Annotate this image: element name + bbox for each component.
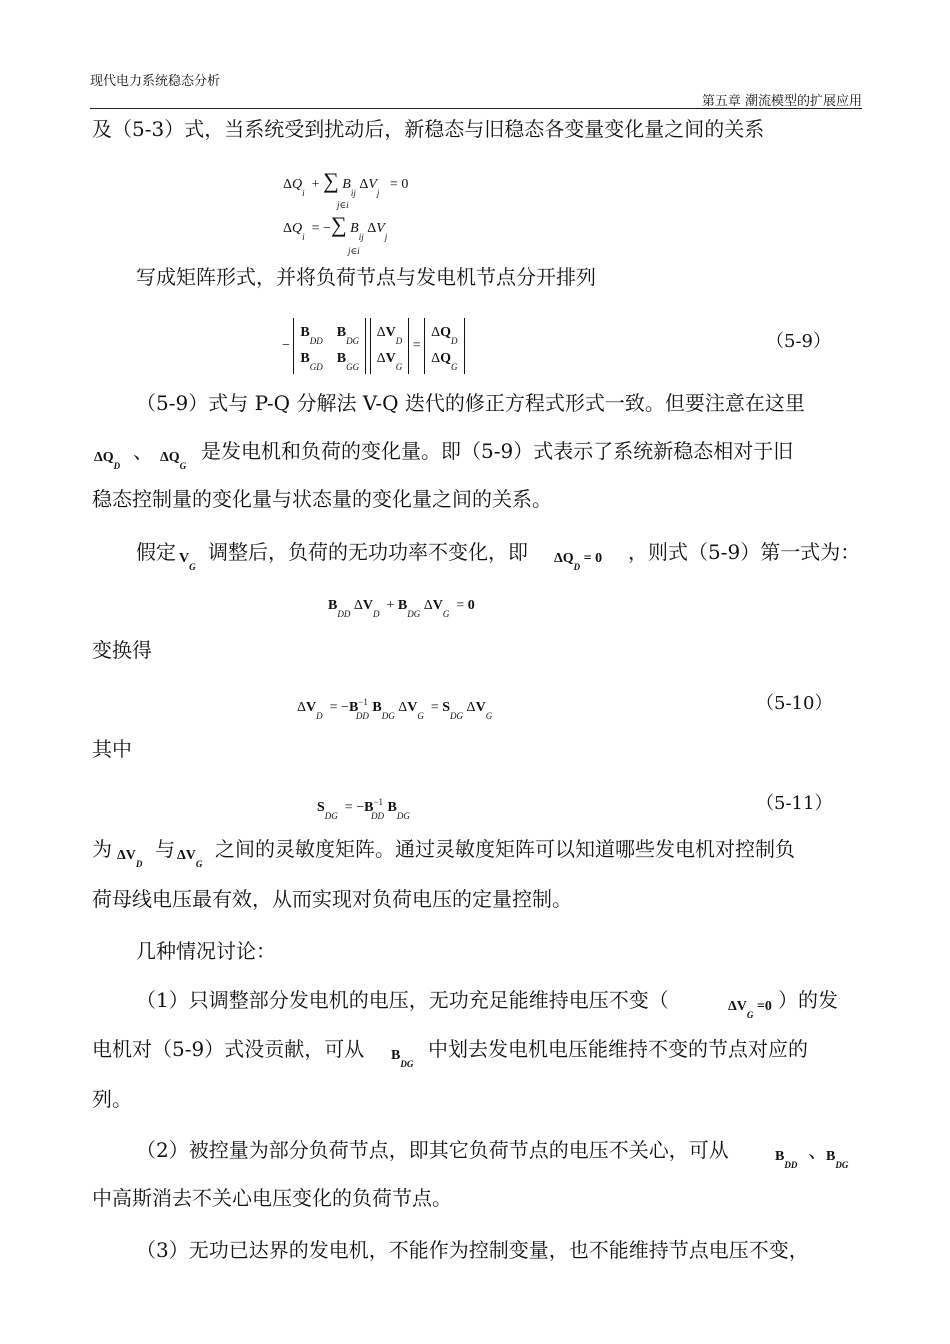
paragraph-line: 及（5-3）式，当系统受到扰动后，新稳态与旧稳态各变量变化量之间的关系 [92,117,765,141]
paragraph-line: 中高斯消去不关心电压变化的负荷节点。 [92,1186,452,1210]
sum-index: j∈i [348,246,360,256]
paragraph-text: 为 [92,837,112,861]
equation-number: （5-10） [756,693,833,714]
paragraph-text: 与 [155,837,175,861]
paragraph-line: 列。 [92,1087,132,1111]
paragraph-text: 电机对（5-9）式没贡献，可从 [92,1037,365,1061]
symbol-dq-g: $\Delta Q_G$ [160,450,187,471]
header-rule [90,108,862,109]
equation-5-10: $\Delta V_D = -B^{-1}_{DD}$ $B_{DG}$ $\Delta V_G = S_{DG}$ $\Delta V_G$ [297,697,493,721]
sum-index: j∈i [337,200,349,210]
paragraph-line: 稳态控制量的变化量与状态量的变化量之间的关系。 [92,487,552,511]
symbol-dv-g: $\Delta V_G$ [177,848,203,869]
symbol-dv-d: $\Delta V_D$ [117,848,143,869]
paragraph-text: 假定 [136,540,176,564]
symbol-b-dg: $B_{DG}$ [391,1048,414,1069]
paragraph-text: 之间的灵敏度矩阵。通过灵敏度矩阵可以知道哪些发电机对控制负 [215,837,795,861]
symbol-b-dd: $B_{DD}$ [775,1149,798,1170]
equation-number: （5-9） [766,331,831,352]
paragraph-text: ，则式（5-9）第一式为： [628,540,861,564]
separator: 、 [133,439,153,463]
paragraph-text: （1）只调整部分发电机的电压，无功充足能维持电压不变（ [136,988,669,1012]
chapter-title: 第五章 潮流模型的扩展应用 [701,94,862,109]
matrix-equation-5-9: − $B_{DD}$ $B_{DG}$ $B_{GD}$ $B_{GG}$ $\Delta V_D$ $\Delta V_G = \Delta Q_D$ $\Delta Q_G$ [282,318,465,374]
book-title: 现代电力系统稳态分析 [90,74,221,89]
paragraph-line: 写成矩阵形式，并将负荷节点与发电机节点分开排列 [136,265,596,289]
equation-dq-1: $\Delta Q_i$ + ∑ $B_{ij}$ $\Delta V_j = 0$ [283,168,409,198]
equation-dq-2: $\Delta Q_i$ = −∑ $B_{ij}$ $\Delta V_j$ [283,212,388,242]
paragraph-line: 变换得 [92,638,152,662]
equation-5-11: $S_{DG} = -B^{-1}_{DD}$ $B_{DG}$ [317,797,410,821]
paragraph-line: （5-9）式与 P-Q 分解法 V-Q 迭代的修正方程式形式一致。但要注意在这里 [136,391,805,415]
symbol-dq-d-zero: $\Delta Q_D = 0$ [554,551,603,572]
paragraph-line: 是发电机和负荷的变化量。即（5-9）式表示了系统新稳态相对于旧 [201,439,794,463]
equation-number: （5-11） [756,793,833,814]
separator: 、 [808,1138,828,1162]
paragraph-line: （3）无功已达界的发电机，不能作为控制变量，也不能维持节点电压不变， [136,1238,809,1262]
symbol-v-g: $V_G$ [179,551,196,572]
symbol-b-dg: $B_{DG}$ [826,1149,849,1170]
paragraph-line: 其中 [92,737,132,761]
paragraph-text: （2）被控量为部分负荷节点，即其它负荷节点的电压不关心，可从 [136,1138,729,1162]
paragraph-line: 几种情况讨论： [136,939,276,963]
paragraph-text: 中划去发电机电压能维持不变的节点对应的 [428,1037,808,1061]
symbol-dq-d: $\Delta Q_D$ [94,450,121,471]
paragraph-text: ）的发 [778,988,838,1012]
symbol-dv-g-zero: $\Delta V_G =0$ [728,999,772,1020]
equation-first-row: $B_{DD}$ $\Delta V_D + B_{DG}$ $\Delta V_G = 0$ [328,598,475,619]
paragraph-text: 调整后，负荷的无功功率不变化，即 [208,540,528,564]
paragraph-line: 荷母线电压最有效，从而实现对负荷电压的定量控制。 [92,887,572,911]
